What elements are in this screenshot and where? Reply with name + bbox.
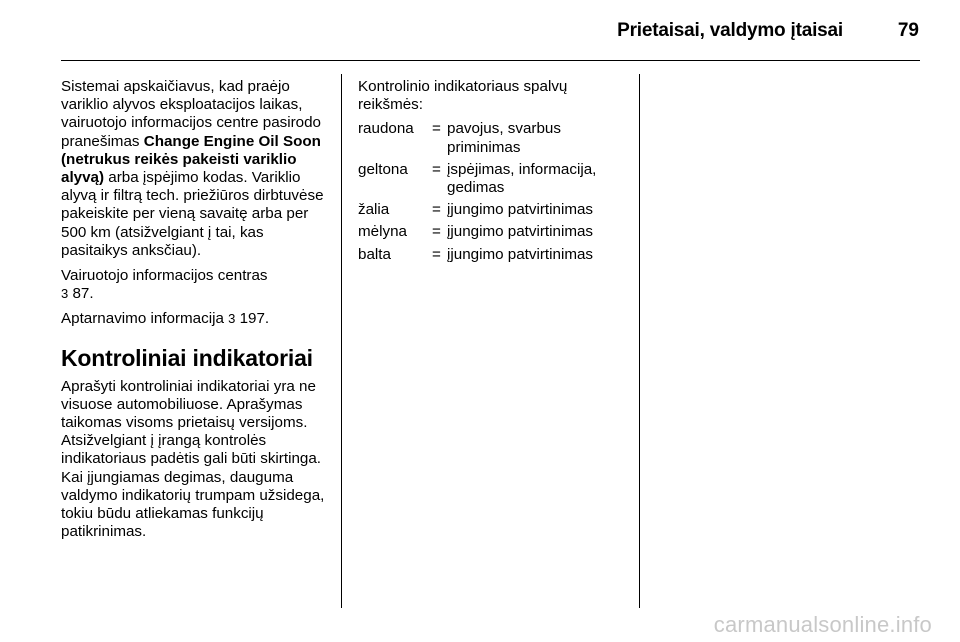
color-row: [358, 201, 620, 219]
reference-page[interactable]: 87.: [68, 285, 94, 303]
oil-change-paragraph: [61, 78, 333, 260]
color-row: [358, 161, 620, 197]
section-body: Aprašyti kontroliniai indikatoriai yra ne visuose automobiliuose. Aprašymas taikomas visoms prietaisų versijoms. Atsižvelgiant į įrangą kontrolės indikatoriaus padėtis gali būti skirtinga. Kai įjungiamas degimas, dauguma valdymo indikatorių trumpam užsidega, tokiu būdu atliekamas funkcijų patikrinimas.: [61, 377, 325, 541]
page-reference-arrow-icon[interactable]: 3: [61, 286, 69, 302]
section-heading: Kontroliniai indikatoriai: [61, 344, 313, 371]
header-rule: [61, 60, 920, 61]
color-meaning: įspėjimas, informacija, gedimas: [447, 160, 597, 197]
equals-sign: =: [432, 223, 441, 241]
reference-service-info: [61, 310, 333, 328]
middle-column: [358, 78, 620, 268]
color-row: [358, 246, 620, 264]
color-meaning: įjungimo patvirtinimas: [447, 245, 594, 263]
color-name: balta: [358, 245, 391, 263]
page-header: [0, 0, 960, 60]
left-column: [61, 78, 333, 548]
color-meaning: įjungimo patvirtinimas: [447, 201, 594, 219]
page-reference-arrow-icon[interactable]: 3: [228, 311, 236, 327]
equals-sign: =: [432, 120, 441, 138]
color-meaning-table: [358, 120, 620, 263]
column-divider: [639, 74, 640, 608]
color-name: mėlyna: [358, 223, 407, 241]
color-row: [358, 120, 620, 156]
paragraph-text: arba įspėjimo kodas. Variklio alyvą ir filtrą tech. priežiūros dirbtuvėse pakeiskite per vieną savaitę arba per 500 km (atsižvelgiant į tai, kas pasitaikys anksčiau).: [61, 169, 324, 259]
page-title: Prietaisai, valdymo įtaisai: [617, 20, 843, 41]
equals-sign: =: [432, 245, 441, 263]
color-meaning: pavojus, svarbus priminimas: [447, 120, 561, 156]
reference-label: Aptarnavimo informacija: [61, 310, 229, 328]
color-meaning: įjungimo patvirtinimas: [447, 223, 594, 241]
reference-driver-info-center: [61, 267, 333, 303]
color-name: raudona: [358, 120, 414, 138]
column-divider: [341, 74, 342, 608]
paragraph-text: Sistemai apskaičiavus, kad praėjo variklio alyvos eksploatacijos laikas, vairuotojo informacijos centre pasirodo pranešimas: [61, 78, 322, 150]
equals-sign: =: [432, 201, 441, 219]
color-name: žalia: [358, 201, 390, 219]
color-row: [358, 223, 620, 241]
watermark: carmanualsonline.info: [713, 612, 932, 637]
equals-sign: =: [432, 160, 441, 178]
color-name: geltona: [358, 160, 408, 178]
color-table-intro: Kontrolinio indikatoriaus spalvų reikšmės:: [358, 78, 568, 114]
reference-page[interactable]: 197.: [235, 310, 270, 328]
reference-label: Vairuotojo informacijos centras: [61, 267, 268, 285]
message-text-bold: Change Engine Oil Soon (netrukus reikės pakeisti variklio alyvą): [61, 132, 321, 187]
page-number: 79: [897, 20, 919, 41]
